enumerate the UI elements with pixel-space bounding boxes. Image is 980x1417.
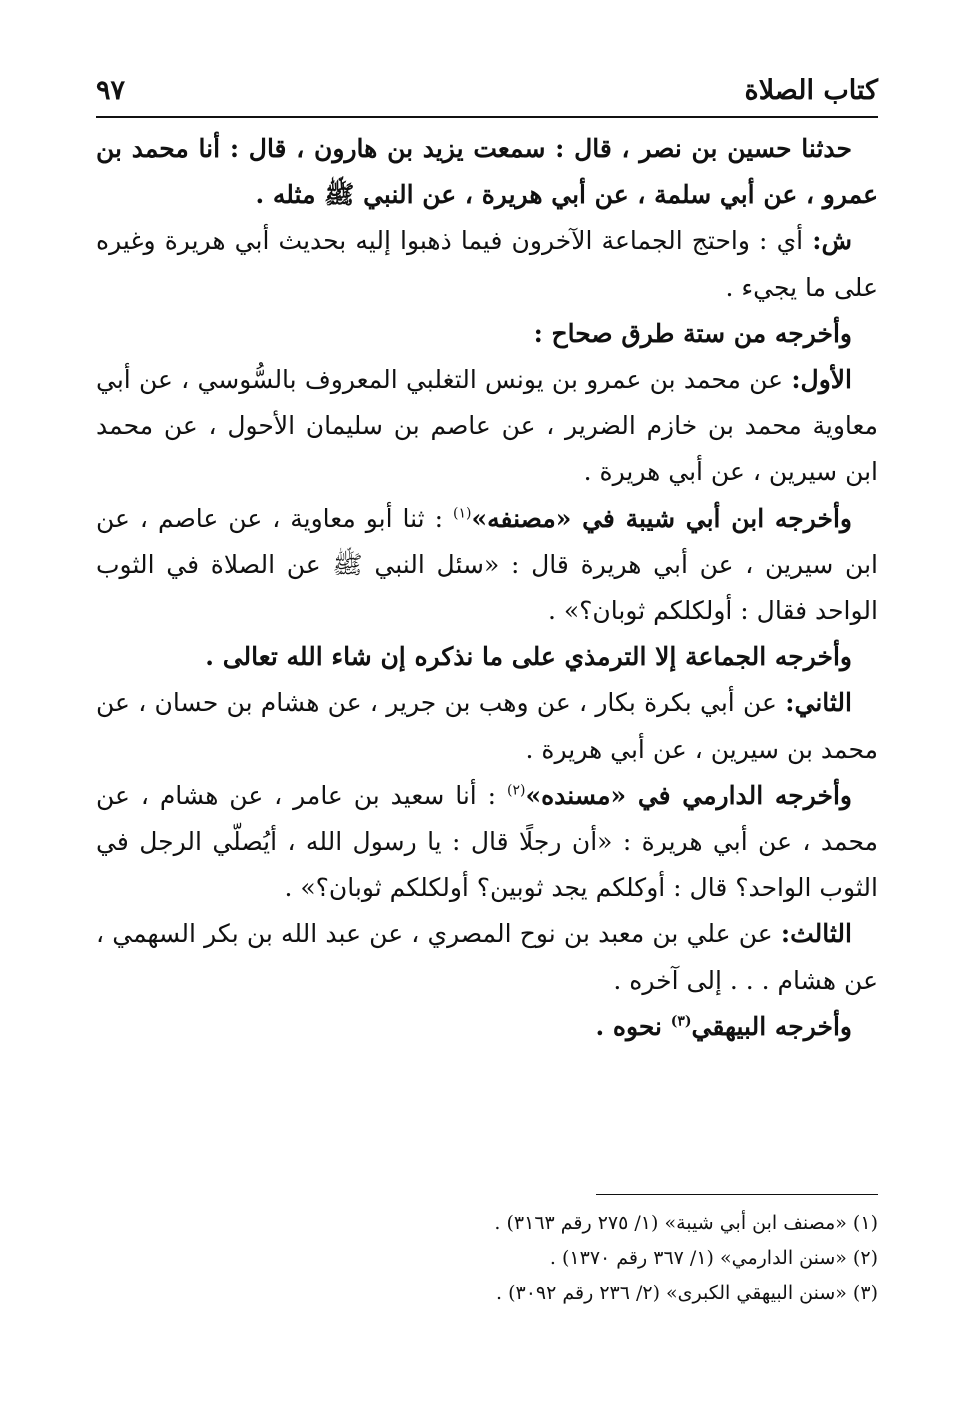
- paragraph-jamaa: وأخرجه الجماعة إلا الترمذي على ما نذكره إن شاء الله تعالى .: [205, 642, 852, 672]
- darimi-text: : أنا سعيد بن عامر ، عن هشام ، عن محمد ، عن أبي هريرة : «أن رجلًا قال : يا رسول الله ، أيُصلّي الرجل في الثوب الواحد؟ قال : أوكلكم يجد ثوبين؟ أولكلكم ثوبان؟» .: [96, 780, 878, 903]
- paragraph-first: [96, 357, 878, 496]
- book-title: كتاب الصلاة: [744, 75, 878, 106]
- sharh-text: أي : واحتج الجماعة الآخرون فيما ذهبوا إليه بحديث أبي هريرة وغيره على ما يجيء .: [96, 226, 878, 302]
- paragraph-darimi: [96, 773, 878, 912]
- footnote-separator: [596, 1194, 878, 1195]
- footnote-ref-3[interactable]: (٣): [670, 1013, 692, 1030]
- first-label: الأول:: [791, 365, 852, 395]
- footnote-ref-2[interactable]: (٢): [506, 782, 526, 799]
- third-text: عن علي بن معبد بن نوح المصري ، عن عبد الله بن بكر السهمي ، عن هشام . . . إلى آخره .: [96, 919, 878, 995]
- paragraph-ibn-abi-shayba: [96, 496, 878, 635]
- page-header: [96, 58, 878, 106]
- first-text: عن محمد بن عمرو بن يونس التغلبي المعروف بالسُّوسي ، عن أبي معاوية محمد بن خازم الضرير ، عن عاصم بن سليمان الأحول ، عن محمد ابن سيرين ، عن أبي هريرة .: [96, 365, 878, 487]
- bayhaqi-label: وأخرجه البيهقي: [691, 1011, 852, 1041]
- header-rule: [96, 116, 878, 118]
- second-text: عن أبي بكرة بكار ، عن وهب بن جرير ، عن هشام بن حسان ، عن محمد بن سيرين ، عن أبي هريرة .: [96, 688, 878, 764]
- second-label: الثاني:: [785, 688, 852, 718]
- paragraph-second: [96, 680, 878, 772]
- bayhaqi-text: نحوه .: [595, 1011, 671, 1041]
- footnotes: [96, 1206, 878, 1311]
- darimi-label: وأخرجه الدارمي في «مسنده»: [525, 780, 852, 810]
- footnote-2: (٢) «سنن الدارمي» (١/ ٣٦٧ رقم ١٣٧٠) .: [549, 1247, 878, 1269]
- paragraph-third: [96, 911, 878, 1003]
- ibn-abi-shayba-label: وأخرجه ابن أبي شيبة في «مصنفه»: [471, 503, 852, 533]
- third-label: الثالث:: [780, 919, 852, 949]
- footnote-1: (١) «مصنف ابن أبي شيبة» (١/ ٢٧٥ رقم ٣١٦٣) .: [494, 1212, 878, 1234]
- footnote-3: (٣) «سنن البيهقي الكبرى» (٢/ ٢٣٦ رقم ٣٠٩٢) .: [496, 1282, 878, 1304]
- page-number: ٩٧: [96, 75, 126, 106]
- paragraph-isnad: حدثنا حسين بن نصر ، قال : سمعت يزيد بن هارون ، قال : أنا محمد بن عمرو ، عن أبي سلمة ، عن أبي هريرة ، عن النبي ﷺ مثله .: [96, 134, 878, 210]
- ibn-abi-shayba-text: : ثنا أبو معاوية ، عن عاصم ، عن ابن سيرين ، عن أبي هريرة قال : «سئل النبي ﷺ عن الصلاة في الثوب الواحد فقال : أولكلكم ثوبان؟» .: [96, 503, 878, 626]
- main-text: [96, 126, 878, 1050]
- sharh-label: ش:: [812, 226, 852, 256]
- paragraph-sharh: [96, 218, 878, 310]
- paragraph-bayhaqi: [96, 1004, 878, 1050]
- paragraph-six-ways: وأخرجه من ستة طرق صحاح :: [533, 318, 852, 348]
- footnote-ref-1[interactable]: (١): [452, 505, 472, 522]
